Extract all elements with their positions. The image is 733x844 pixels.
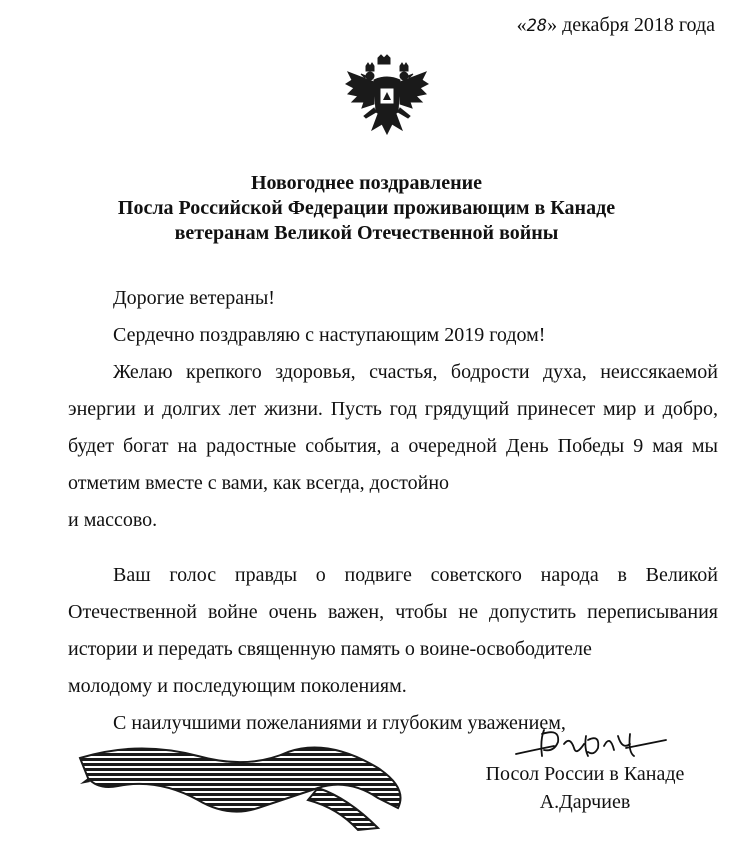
voice-paragraph-end: молодому и последующим поколениям. xyxy=(68,675,407,697)
double-headed-eagle-icon xyxy=(344,54,430,138)
title-line-3: ветеранам Великой Отечественной войны xyxy=(174,222,559,244)
wishes-paragraph-end: и массово. xyxy=(68,509,158,531)
congrats-paragraph: Сердечно поздравляю с наступающим 2019 годом! xyxy=(113,324,546,346)
title-line-2: Посла Российской Федерации проживающим в Канаде xyxy=(117,197,616,219)
date-month-year: декабря 2018 года xyxy=(557,14,715,36)
wishes-paragraph: Желаю крепкого здоровья, счастья, бодрости духа, неиссякаемой энергии и долгих лет жизни. Пусть год грядущий принесет мир и добро, будет богат на радостные события, а очередной День Победы 9 мая мы отметим вместе с вами, как всегда, достойно xyxy=(68,361,718,494)
letter-title xyxy=(60,171,673,246)
ambassador-position: Посол России в Канаде xyxy=(485,763,685,785)
st-george-ribbon-icon xyxy=(78,738,413,834)
date-open-quote: « xyxy=(516,14,527,36)
closing-paragraph: С наилучшими пожеланиями и глубоким уважением, xyxy=(113,712,566,734)
letter-date xyxy=(517,14,715,37)
date-close-quote: » xyxy=(547,14,558,36)
title-line-1: Новогоднее поздравление xyxy=(250,172,483,194)
date-day-handwritten: 28 xyxy=(526,16,548,36)
greeting-paragraph: Дорогие ветераны! xyxy=(113,287,275,309)
ambassador-name: А.Дарчиев xyxy=(539,791,631,813)
voice-paragraph: Ваш голос правды о подвиге советского народа в Великой Отечественной войне очень важен, чтобы не допустить переписывания истории и передать священную память о воине-освободителе xyxy=(68,564,718,660)
letter-body xyxy=(68,280,718,742)
signature-block xyxy=(465,760,705,816)
